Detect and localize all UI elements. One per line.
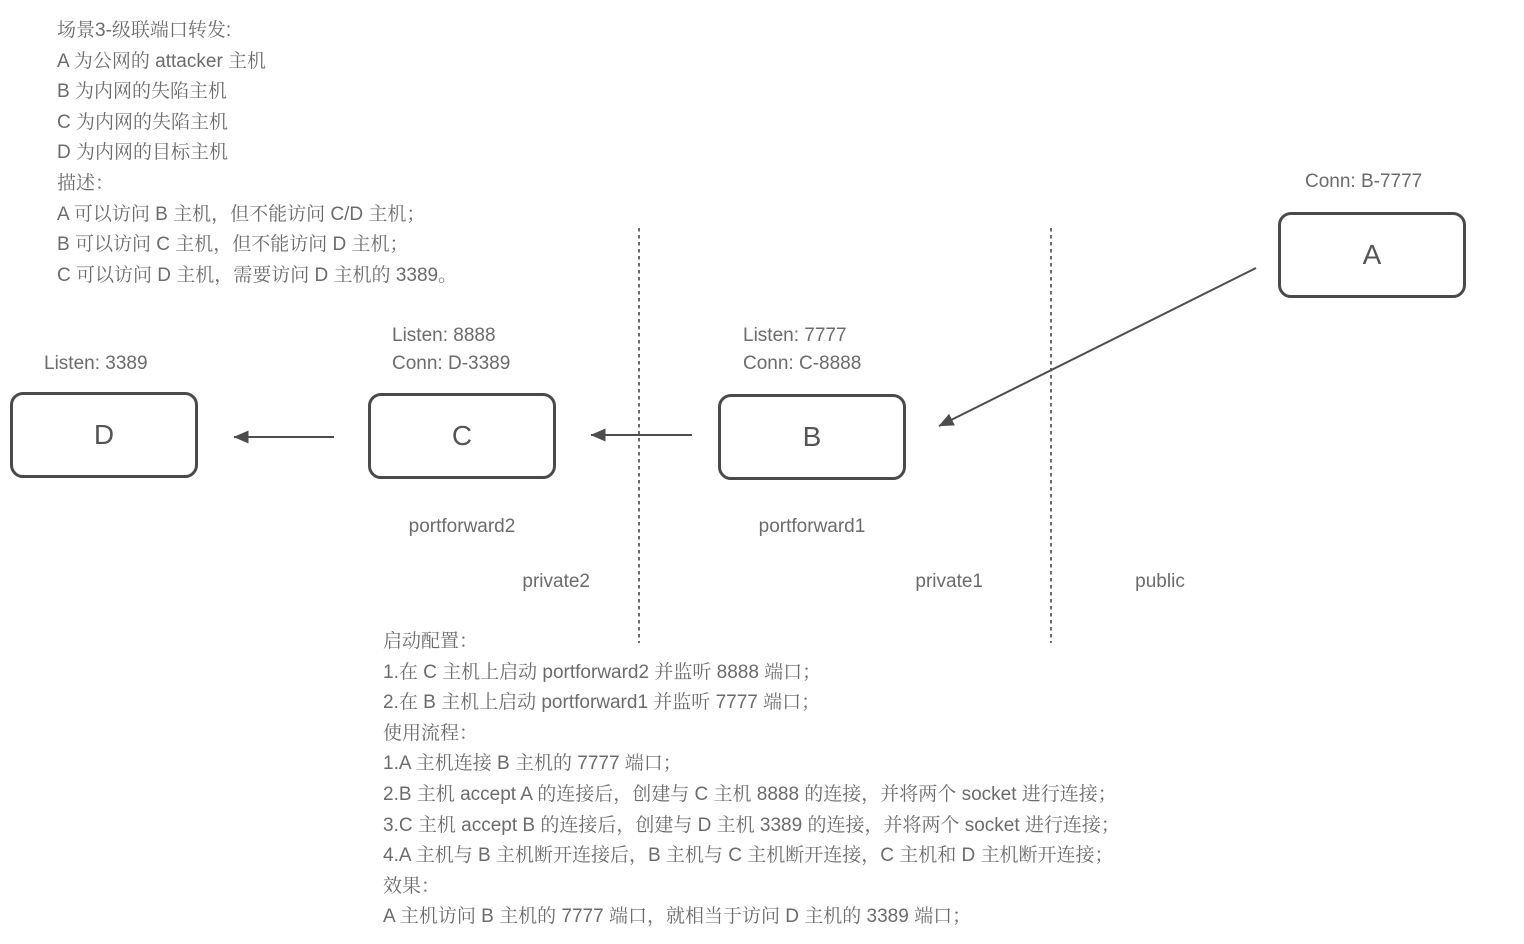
node-b-annotation bbox=[743, 322, 861, 377]
scenario-line: C 为内网的失陷主机 bbox=[57, 111, 229, 133]
scenario-line: 描述： bbox=[57, 172, 115, 194]
node-b-box bbox=[718, 394, 906, 480]
scenario-line: A 为公网的 attacker 主机 bbox=[57, 50, 267, 72]
config-line: 启动配置： bbox=[383, 631, 479, 652]
conn-target-label: Conn: B-7777 bbox=[1305, 171, 1423, 192]
config-line: 1.A 主机连接 B 主机的 7777 端口； bbox=[383, 753, 682, 775]
scenario-line: C 可以访问 D 主机，需要访问 D 主机的 3389。 bbox=[57, 264, 458, 286]
node-a-box bbox=[1278, 212, 1466, 298]
node-d-label: D bbox=[93, 419, 115, 450]
config-line: 4.A 主机与 B 主机断开连接后，B 主机与 C 主机断开连接，C 主机和 D 主机断开连接； bbox=[383, 845, 1114, 867]
scenario-line: 场景3-级联端口转发: bbox=[57, 20, 232, 41]
config-line: 2.B 主机 accept A 的连接后，创建与 C 主机 8888 的连接，并将两个 socket 进行连接； bbox=[383, 783, 1117, 805]
node-a-annotation bbox=[1305, 168, 1422, 196]
scenario-line: A 可以访问 B 主机，但不能访问 C/D 主机； bbox=[57, 203, 426, 225]
config-line: 1.在 C 主机上启动 portforward2 并监听 8888 端口； bbox=[383, 661, 822, 683]
zone-private1-label: private1 bbox=[915, 571, 983, 592]
listen-port-label: Listen: 8888 bbox=[392, 325, 496, 346]
config-line: 3.C 主机 accept B 的连接后，创建与 D 主机 3389 的连接，并将两个 socket 进行连接； bbox=[383, 814, 1120, 836]
node-d-box bbox=[10, 392, 198, 478]
scenario-line: D 为内网的目标主机 bbox=[57, 142, 229, 164]
listen-port-label: Listen: 7777 bbox=[743, 325, 847, 346]
config-line: 效果： bbox=[383, 875, 441, 897]
portforward1-label: portforward1 bbox=[758, 516, 866, 537]
config-line: 使用流程： bbox=[383, 722, 479, 744]
conn-target-label: Conn: D-3389 bbox=[392, 352, 511, 374]
node-c-label: C bbox=[451, 420, 473, 451]
scenario-description bbox=[57, 16, 457, 291]
node-b-label: B bbox=[802, 421, 822, 452]
arrow-a-to-b bbox=[939, 268, 1256, 426]
config-line: A 主机访问 B 主机的 7777 端口，就相当于访问 D 主机的 3389 端口； bbox=[383, 906, 972, 928]
node-a-label: A bbox=[1362, 239, 1382, 270]
config-notes bbox=[383, 627, 1120, 933]
scenario-line: B 可以访问 C 主机，但不能访问 D 主机； bbox=[57, 234, 409, 256]
portforward2-label: portforward2 bbox=[408, 516, 516, 537]
conn-target-label: Conn: C-8888 bbox=[743, 352, 862, 374]
node-c-annotation bbox=[392, 322, 510, 377]
zone-public-label: public bbox=[1135, 571, 1185, 592]
config-line: 2.在 B 主机上启动 portforward1 并监听 7777 端口； bbox=[383, 692, 821, 714]
node-c-box bbox=[368, 393, 556, 479]
zone-private2-label: private2 bbox=[522, 571, 590, 592]
node-d-annotation bbox=[44, 350, 148, 378]
listen-port-label: Listen: 3389 bbox=[44, 353, 148, 374]
scenario-line: B 为内网的失陷主机 bbox=[57, 81, 227, 103]
